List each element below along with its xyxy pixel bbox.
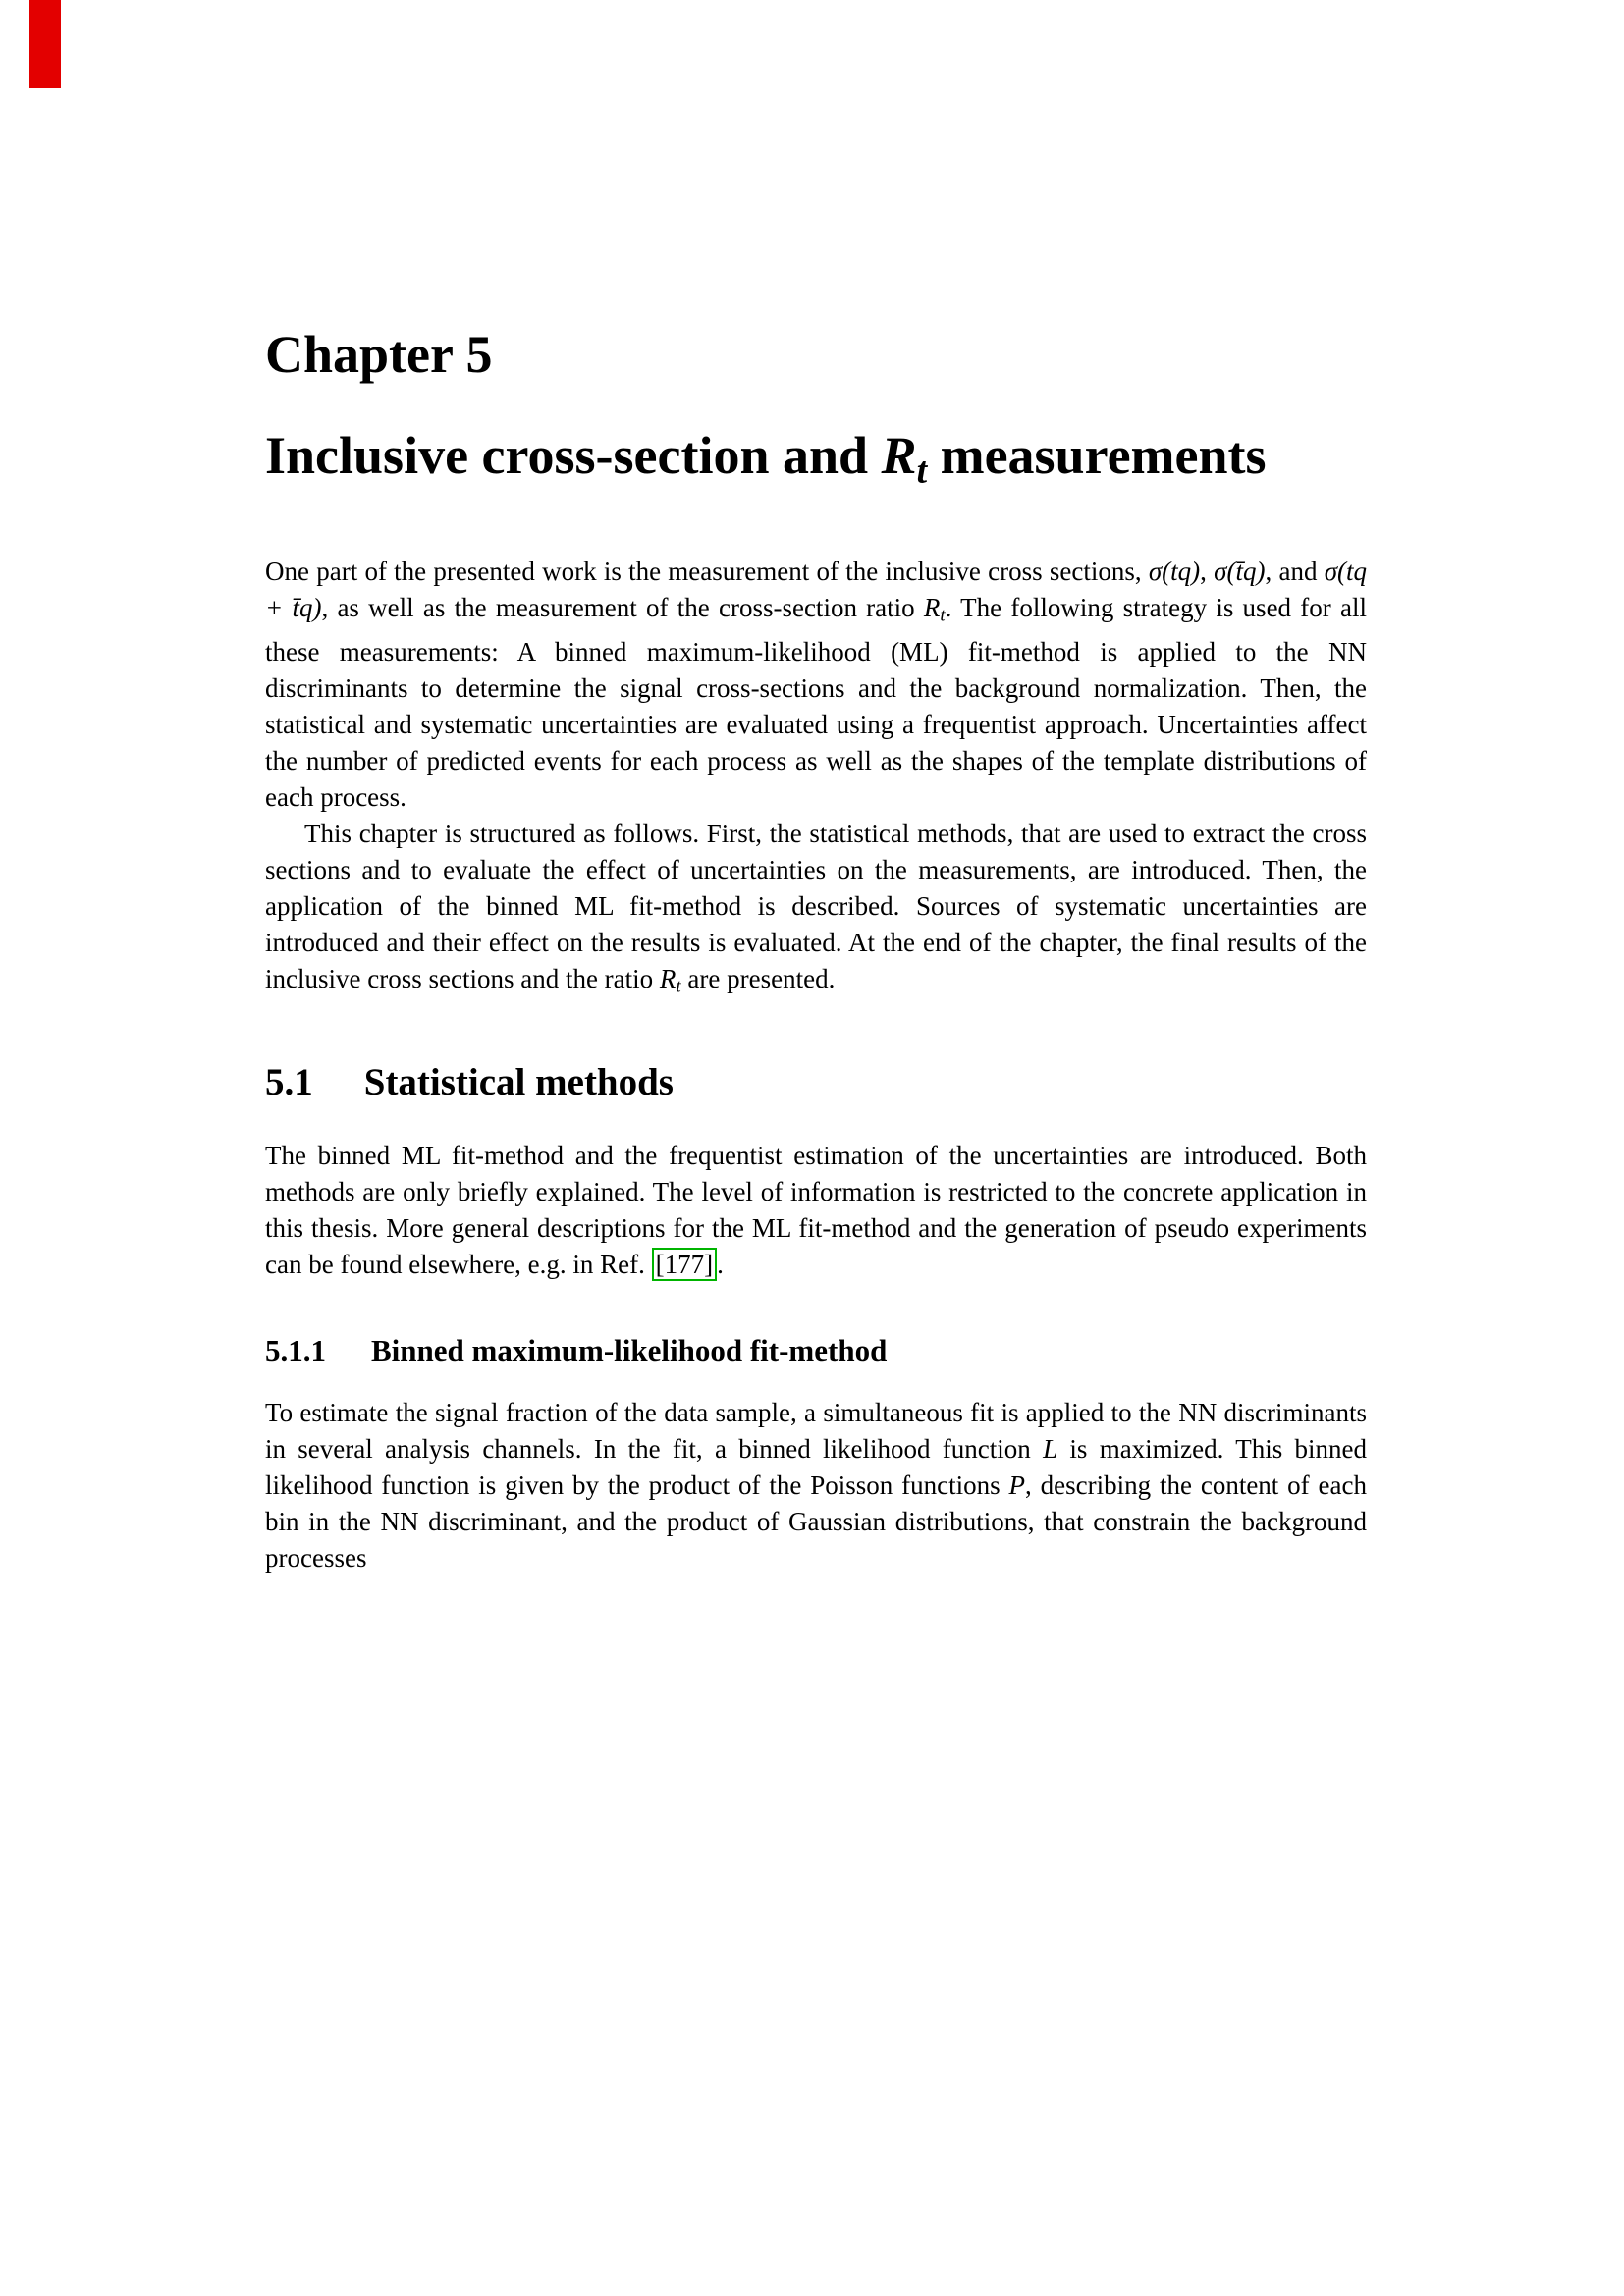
heading-title: Statistical methods bbox=[363, 1060, 674, 1103]
heading-number: 5.1 bbox=[265, 1060, 313, 1103]
math-subscript: t bbox=[676, 976, 681, 997]
text-run: This chapter is structured as follows. First, the statistical methods, that are used to extract the cross sections and to evaluate the effect of uncertainties on the measurements, are introduced. Then, the application of the binned ML fit-method is described. Sources of systematic uncertainties are introduced and their effect on the results is evaluated. At the end of the chapter, the final results of the inclusive cross sections and the ratio bbox=[265, 818, 1367, 993]
chapter-title bbox=[265, 424, 1367, 494]
text-run: is maximized. This binned likelihood function is given by the product of the Poisson functions bbox=[265, 1433, 1367, 1500]
citation-link[interactable]: [177] bbox=[652, 1248, 717, 1281]
text-run: One part of the presented work is the measurement of the inclusive cross sections, bbox=[265, 557, 1149, 587]
math-text: P bbox=[1008, 1469, 1026, 1500]
text-run: measurements bbox=[927, 425, 1267, 485]
math-subscript: t bbox=[916, 450, 928, 492]
text-run: , as well as the measurement of the cross-section ratio bbox=[321, 593, 924, 623]
subsection-heading-5.1.1 bbox=[265, 1334, 1367, 1367]
text-run: Inclusive cross-section and bbox=[265, 425, 882, 485]
text-run: To estimate the signal fraction of the data sample, a simultaneous fit is applied to the NN discriminants in several analysis channels. In the fit, a binned likelihood function bbox=[265, 1397, 1367, 1464]
text-run: are presented. bbox=[680, 963, 836, 993]
paragraph bbox=[265, 816, 1367, 1005]
math-text: R bbox=[881, 425, 917, 485]
heading-number: 5.1.1 bbox=[265, 1332, 326, 1367]
document-body bbox=[265, 327, 1367, 1576]
paragraph bbox=[265, 1138, 1367, 1283]
math-text: R bbox=[659, 963, 677, 993]
text-run: The binned ML fit-method and the frequentist estimation of the uncertainties are introduced. Both methods are only briefly explained. The level of information is restricted to the concrete application in this thesis. More general descriptions for the ML fit-method and the generation of pseudo experiments can be found elsewhere, e.g. in Ref. bbox=[265, 1140, 1367, 1279]
heading-title: Binned maximum-likelihood fit-method bbox=[371, 1332, 888, 1367]
math-text: σ(t̄q) bbox=[1214, 557, 1266, 587]
section-heading-5.1 bbox=[265, 1062, 1367, 1104]
text-run: . The following strategy is used for all these measurements: A binned maximum-likelihood (ML) fit-method is applied to the NN discriminants to determine the signal cross-sections and the background normalization. Then, the statistical and systematic uncertainties are evaluated using a frequentist approach. Uncertainties affect the number of predicted events for each process as well as the shapes of the template distributions of each process. bbox=[265, 593, 1367, 812]
math-text: L bbox=[1043, 1433, 1058, 1464]
chapter-number: Chapter 5 bbox=[265, 325, 493, 384]
math-subscript: t bbox=[940, 605, 946, 626]
text-run: . bbox=[717, 1249, 724, 1279]
red-bookmark-marker bbox=[29, 0, 61, 88]
math-text: σ(tq) bbox=[1148, 557, 1201, 587]
paragraph bbox=[265, 554, 1367, 816]
math-text: R bbox=[923, 593, 941, 623]
text-run: , and bbox=[1265, 557, 1325, 587]
paragraph bbox=[265, 1395, 1367, 1576]
math-text: σ(tq + t̄q) bbox=[265, 557, 1368, 623]
text-run: , bbox=[1200, 557, 1215, 587]
text-run: , describing the content of each bin in the NN discriminant, and the product of Gaussian distributions, that constrain the background processes bbox=[265, 1469, 1367, 1573]
